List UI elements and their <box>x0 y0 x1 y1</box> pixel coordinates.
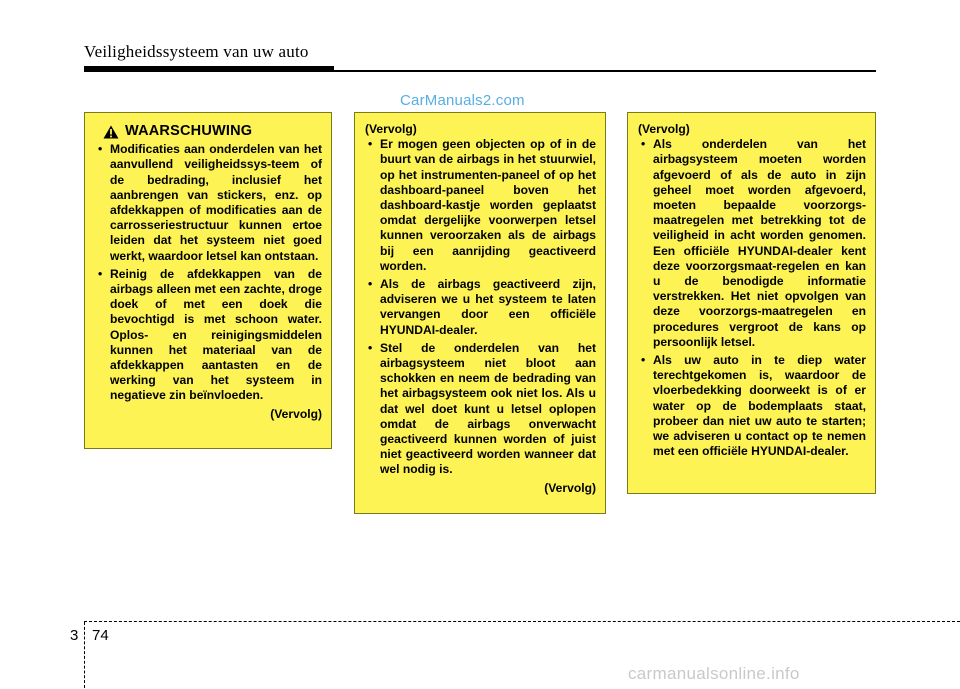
continued-box-3 <box>627 112 876 494</box>
continued-label: (Vervolg) <box>270 406 322 421</box>
footer-rule <box>84 621 960 622</box>
continued-box-2 <box>354 112 606 514</box>
page-header-title: Veiligheidssysteem van uw auto <box>84 42 309 61</box>
list-item: • Stel de onderdelen van het airbagsysteem niet bloot aan schokken en neem de bedrading van het airbagsysteem ook niet los. Als u dat wel doet kunt u letsel oplopen omdat de airbags onverwacht geactiveerd kunnen worden of juist niet geactiveerd worden wanneer dat wel nodig is. <box>365 341 596 478</box>
site-watermark: carmanualsonline.info <box>628 664 800 683</box>
header-bar <box>84 66 334 72</box>
warning-heading-label: WAARSCHUWING <box>125 123 253 139</box>
warning-heading <box>103 124 322 139</box>
list-item: • Modificaties aan onderdelen van het aanvullend veiligheidssys-teem of de bedrading, inclusief het aanbrengen van stickers, enz. op afdekkappen of modificaties aan de carrosseriestructuur kunnen ertoe leiden dat het systeem niet goed werkt, waardoor letsel kan ontstaan. <box>95 142 322 264</box>
continued-intro: (Vervolg) <box>638 122 690 136</box>
list-item: • Als uw auto in te diep water terechtgekomen is, waardoor de vloerbedekking doorweekt is of er water op de bodemplaats staat, probeer dan niet uw auto te starten; we adviseren u contact op te nemen met een officiële HYUNDAI-dealer. <box>638 353 866 459</box>
chapter-number: 3 <box>70 627 79 644</box>
watermark-text: CarManuals2.com <box>400 92 525 109</box>
continued-intro: (Vervolg) <box>365 122 417 136</box>
list-item: • Als de airbags geactiveerd zijn, adviseren we u het systeem te laten vervangen door een officiële HYUNDAI-dealer. <box>365 277 596 338</box>
footer-divider <box>84 622 85 688</box>
page-number: 74 <box>92 627 109 644</box>
bullet-list <box>365 137 596 477</box>
warning-triangle-icon <box>103 125 119 139</box>
warning-list <box>95 142 322 403</box>
list-item: • Als onderdelen van het airbagsysteem moeten worden afgevoerd of als de auto in zijn geheel moet worden afgevoerd, moeten bepaalde voorzorgs-maatregelen met betrekking tot de veiligheid in acht worden genomen. Een officiële HYUNDAI-dealer kent deze voorzorgsmaat-regelen en kan u de benodigde informatie verstrekken. Het niet opvolgen van deze voorzorgs-maatregelen en procedures vergroot de kans op persoonlijk letsel. <box>638 137 866 350</box>
warning-box <box>84 112 332 449</box>
header-rule <box>334 70 876 72</box>
bullet-list <box>638 137 866 459</box>
continued-label: (Vervolg) <box>544 480 596 495</box>
list-item: • Er mogen geen objecten op of in de buurt van de airbags in het stuurwiel, op het instrumenten-paneel of op het dashboard-paneel boven het dashboard-kastje worden geplaatst omdat dergelijke voorwerpen letsel kunnen veroorzaken als de airbags bij een aanrijding geactiveerd worden. <box>365 137 596 274</box>
list-item: • Reinig de afdekkappen van de airbags alleen met een zachte, droge doek of met een doek die bevochtigd is met schoon water. Oplos- en reinigingsmiddelen kunnen het materiaal van de afdekkappen aantasten en de werking van het systeem in negatieve zin beïnvloeden. <box>95 267 322 404</box>
